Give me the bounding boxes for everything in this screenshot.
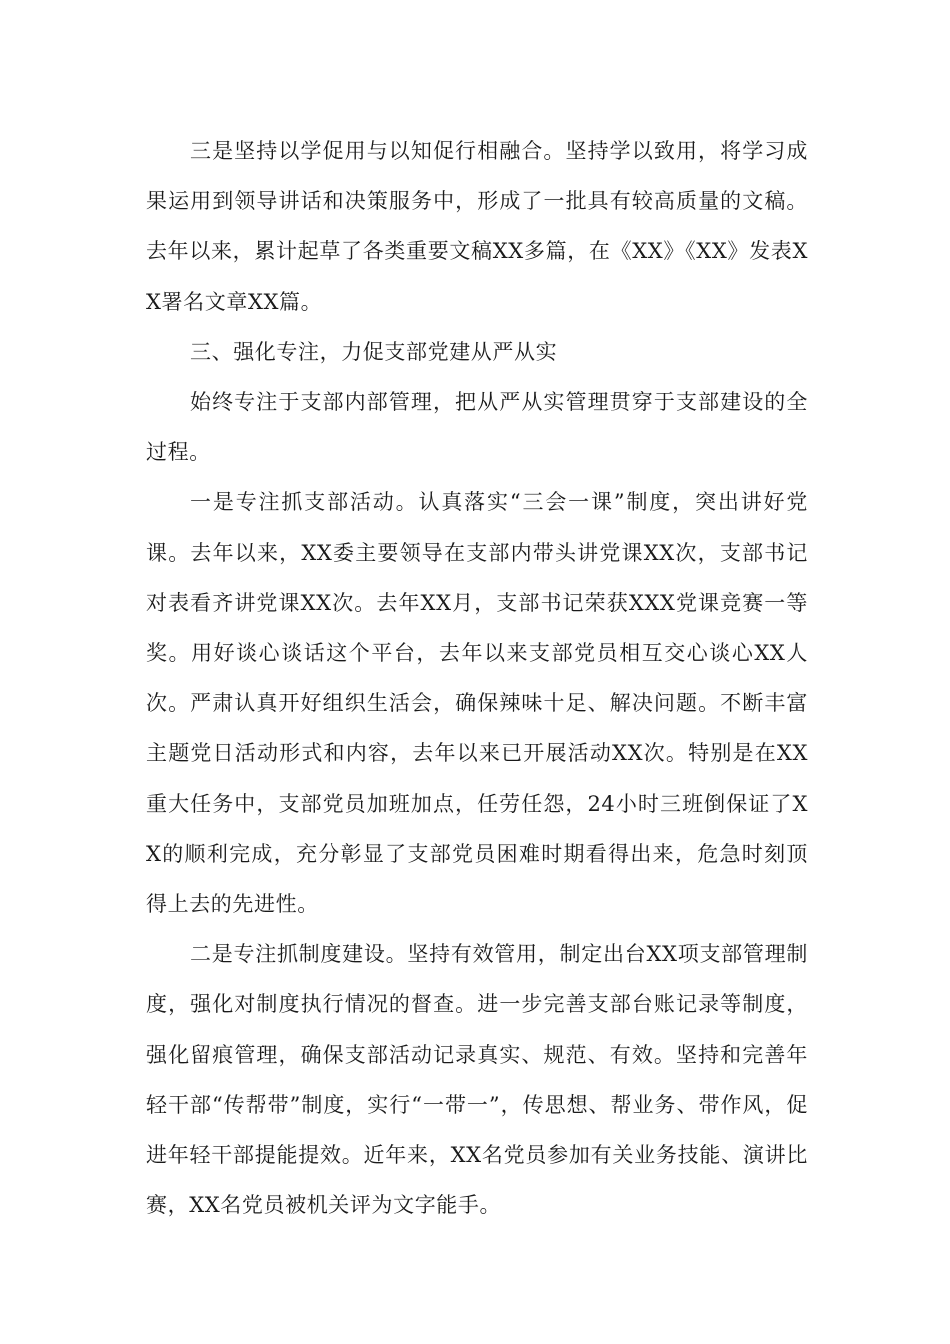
paragraph-system-building: 二是专注抓制度建设。坚持有效管用，制定出台XX项支部管理制度，强化对制度执行情况的督查。进一步完善支部台账记录等制度，强化留痕管理，确保支部活动记录真实、规范、有效。坚持和完善年轻干部“传帮带”制度，实行“一带一”，传思想、帮业务、带作风，促进年轻干部提能提效。近年来，XX名党员参加有关业务技能、演讲比赛，XX名党员被机关评为文字能手。	[146, 942, 808, 1218]
section-heading: 三、强化专注，力促支部党建从严从实	[190, 339, 558, 364]
paragraph-branch-activities: 一是专注抓支部活动。认真落实“三会一课”制度，突出讲好党课。去年以来，XX委主要领导在支部内带头讲党课XX次，支部书记对表看齐讲党课XX次。去年XX月，支部书记荣获XXX党课竞赛一等奖。用好谈心谈话这个平台，去年以来支部党员相互交心谈心XX人次。严肃认真开好组织生活会，确保辣味十足、解决问题。不断丰富主题党日活动形式和内容，去年以来已开展活动XX次。特别是在XX重大任务中，支部党员加班加点，任劳任怨，24小时三班倒保证了XX的顺利完成，充分彰显了支部党员困难时期看得出来，危急时刻顶得上去的先进性。	[146, 490, 808, 917]
paragraph-study-application: 三是坚持以学促用与以知促行相融合。坚持学以致用，将学习成果运用到领导讲话和决策服务中，形成了一批具有较高质量的文稿。去年以来，累计起草了各类重要文稿XX多篇，在《XX》《XX》发表XX署名文章XX篇。	[146, 139, 808, 314]
paragraph-section-intro: 始终专注于支部内部管理，把从严从实管理贯穿于支部建设的全过程。	[146, 390, 808, 465]
document-body	[146, 126, 808, 1230]
